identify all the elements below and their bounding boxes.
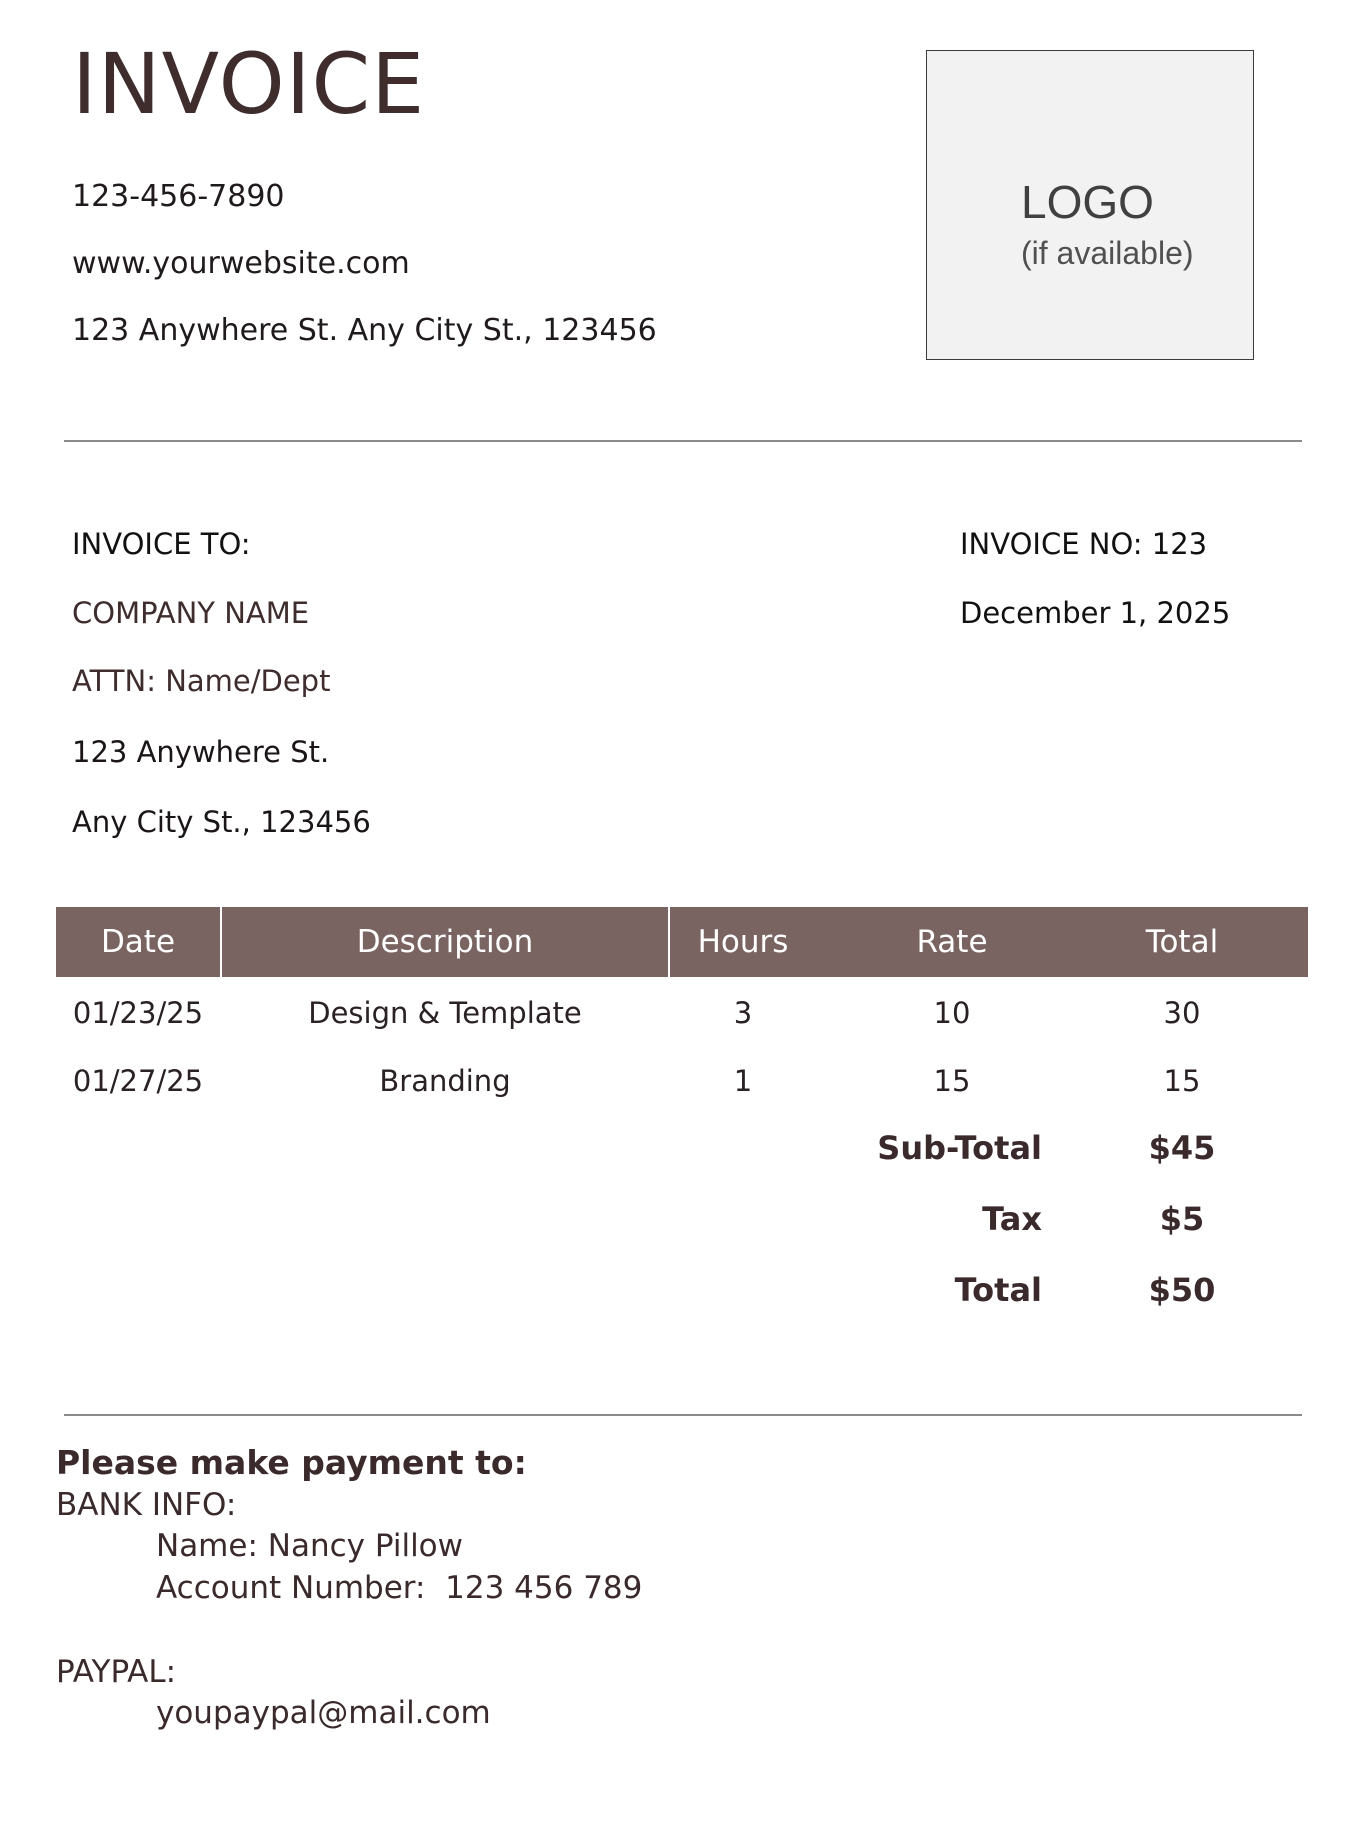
cell-hours: 3	[733, 996, 753, 1030]
invoice-title: INVOICE	[72, 35, 426, 133]
header-total: Total	[1145, 924, 1219, 960]
subtotal-label: Sub-Total	[877, 1129, 1042, 1167]
top-divider	[64, 440, 1302, 442]
header-rate: Rate	[916, 924, 988, 960]
company-name: COMPANY NAME	[72, 596, 310, 630]
header-description: Description	[356, 924, 534, 960]
sender-address: 123 Anywhere St. Any City St., 123456	[72, 313, 657, 348]
cell-rate: 15	[933, 1064, 971, 1098]
bank-account-name: Name: Nancy Pillow	[156, 1528, 464, 1564]
header-hours: Hours	[697, 924, 789, 960]
phone-number: 123-456-7890	[72, 179, 285, 214]
cell-total: 15	[1163, 1064, 1201, 1098]
bank-account-number: Account Number: 123 456 789	[156, 1570, 643, 1606]
website: www.yourwebsite.com	[72, 246, 410, 281]
invoice-to-label: INVOICE TO:	[72, 527, 251, 561]
cell-date: 01/23/25	[72, 996, 204, 1030]
table-header	[56, 907, 1308, 977]
attention-line: ATTN: Name/Dept	[72, 664, 331, 698]
header-date: Date	[100, 924, 176, 960]
total-value: $50	[1148, 1271, 1216, 1309]
total-label: Total	[954, 1271, 1042, 1309]
cell-hours: 1	[733, 1064, 753, 1098]
tax-value: $5	[1159, 1200, 1205, 1238]
bottom-divider	[64, 1414, 1302, 1416]
cell-total: 30	[1163, 996, 1201, 1030]
cell-date: 01/27/25	[72, 1064, 204, 1098]
cell-description: Design & Template	[308, 996, 582, 1030]
invoice-number: INVOICE NO: 123	[960, 527, 1208, 561]
cell-rate: 10	[933, 996, 971, 1030]
logo-subtext: (if available)	[1021, 235, 1194, 271]
tax-label: Tax	[982, 1200, 1042, 1238]
client-city: Any City St., 123456	[72, 805, 371, 839]
client-street: 123 Anywhere St.	[72, 735, 330, 769]
logo-text: LOGO	[1021, 176, 1154, 228]
invoice-date: December 1, 2025	[960, 596, 1231, 630]
paypal-label: PAYPAL:	[56, 1654, 177, 1690]
bank-info-label: BANK INFO:	[56, 1487, 237, 1523]
payment-heading: Please make payment to:	[56, 1443, 527, 1482]
logo-placeholder	[926, 50, 1254, 360]
cell-description: Branding	[379, 1064, 511, 1098]
table-row	[56, 977, 1308, 1045]
paypal-email: youpaypal@mail.com	[156, 1695, 491, 1731]
table-row	[56, 1045, 1308, 1113]
subtotal-value: $45	[1148, 1129, 1216, 1167]
